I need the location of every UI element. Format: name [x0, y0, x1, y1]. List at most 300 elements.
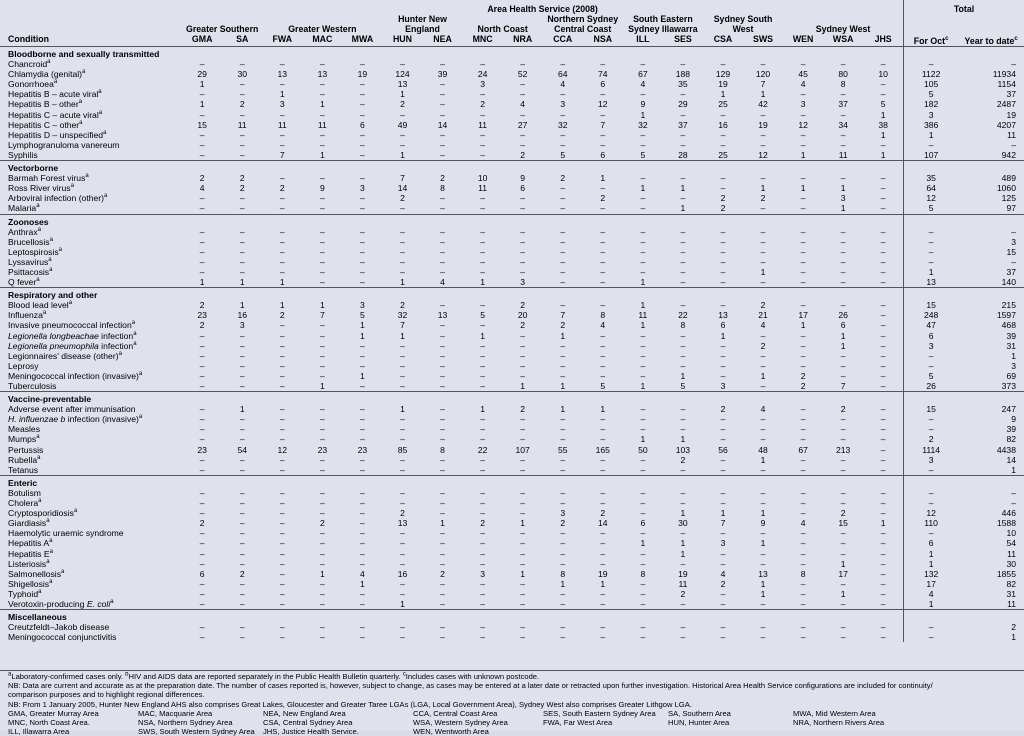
table-cell: 23 [357, 444, 368, 455]
area-header-ill: ILL [623, 34, 663, 47]
table-cell: – [239, 226, 245, 237]
abbreviation-item: NSA, Northern Sydney Area [138, 718, 233, 728]
table-cell: – [319, 129, 325, 140]
table-cell: – [680, 59, 686, 70]
table-cell: 2 [600, 193, 606, 204]
table-cell: – [319, 464, 325, 475]
table-cell: – [480, 256, 485, 267]
condition-name: Rubella$^a$ [8, 454, 41, 465]
condition-name: Mumps$^a$ [8, 434, 40, 445]
table-cell: 3 [239, 320, 245, 331]
table-cell: – [800, 226, 806, 237]
table-cell: – [199, 498, 205, 509]
table-cell: – [560, 226, 566, 237]
condition-name: Chlamydia (genital)$^a$ [8, 69, 86, 80]
table-cell: 6 [520, 183, 526, 194]
table-cell: – [360, 203, 365, 214]
group-total-spacer [904, 392, 1024, 405]
table-cell: – [480, 528, 485, 539]
table-cell: 67 [638, 69, 648, 80]
area-header-mac: MAC [302, 34, 342, 47]
table-cell: 3 [360, 300, 365, 311]
table-cell: – [520, 79, 526, 90]
table-cell: – [279, 109, 285, 120]
table-row [0, 488, 1024, 498]
table-cell: – [720, 424, 726, 435]
table-cell: – [279, 568, 285, 579]
table-cell: – [640, 89, 646, 100]
table-cell: – [680, 277, 686, 288]
table-cell: – [640, 350, 646, 361]
table-cell: – [239, 487, 245, 498]
condition-name: Leptospirosis$^a$ [8, 246, 62, 257]
area-header-wen: WEN [783, 34, 823, 47]
table-cell: – [680, 360, 686, 371]
condition-name: Hepatitis C – other$^a$ [8, 119, 83, 130]
total-oct-cell: 15 [904, 404, 959, 414]
table-cell: 129 [715, 69, 731, 80]
table-cell: – [199, 381, 205, 391]
table-cell: – [880, 246, 886, 257]
table-cell: – [600, 183, 606, 194]
footnote-line-4: NB: From 1 January 2005, Hunter New England AHS also comprises Great Lakes, Gloucester and Greater Taree LGAs (LGA, Local Government Area), Sydney West also comprises Greater Lithgow LGA. [8, 699, 692, 709]
table-cell: – [880, 578, 886, 589]
table-cell: 1 [199, 79, 205, 90]
table-cell: – [480, 632, 485, 643]
table-cell: 1 [199, 277, 205, 288]
area-header-fwa: FWA [262, 34, 302, 47]
table-cell: – [760, 59, 766, 70]
table-cell: 1 [880, 518, 886, 529]
table-cell: 19 [598, 568, 608, 579]
table-cell: 7 [400, 320, 405, 331]
total-oct-cell: 5 [904, 89, 959, 99]
condition-name: Salmonellosis$^a$ [8, 568, 65, 579]
table-cell: – [640, 632, 646, 643]
total-ytd-cell: 15 [1006, 246, 1016, 257]
table-cell: – [440, 266, 445, 277]
table-cell: – [520, 109, 526, 120]
table-cell: 1 [760, 538, 766, 549]
table-cell: 19 [357, 69, 368, 80]
table-cell: – [480, 598, 485, 609]
table-cell: – [520, 330, 526, 341]
table-cell: 1 [680, 538, 686, 549]
table-cell: – [640, 548, 646, 559]
table-cell: – [520, 498, 526, 509]
table-row [0, 465, 1024, 476]
table-cell: – [319, 246, 325, 257]
table-cell: – [800, 350, 806, 361]
table-cell: 29 [197, 69, 207, 80]
table-row [0, 173, 1024, 183]
table-cell: – [680, 109, 686, 120]
table-cell: – [600, 360, 606, 371]
condition-name: Psittacosis$^a$ [8, 266, 53, 277]
table-cell: 103 [675, 444, 691, 455]
table-cell: – [480, 109, 485, 120]
abbreviation-item: JHS, Justice Health Service. [263, 727, 359, 736]
table-cell: – [319, 193, 325, 204]
table-cell: – [760, 548, 766, 559]
table-cell: – [880, 558, 886, 569]
table-row [0, 599, 1024, 610]
table-cell: – [880, 173, 886, 184]
table-cell: – [239, 538, 245, 549]
total-oct-cell: – [904, 528, 959, 538]
table-cell: – [520, 193, 526, 204]
table-cell: – [800, 330, 806, 341]
table-cell: 12 [277, 444, 288, 455]
table-cell: 1 [480, 404, 485, 415]
table-cell: – [360, 414, 365, 425]
table-cell: 13 [437, 310, 448, 321]
table-row [0, 579, 1024, 589]
condition-name: Anthrax$^a$ [8, 226, 41, 237]
table-cell: – [480, 320, 485, 331]
table-cell: 1 [800, 183, 806, 194]
table-cell: – [239, 149, 245, 160]
total-ytd-cell: 489 [1001, 173, 1016, 184]
table-cell: – [440, 236, 445, 247]
group-row [0, 392, 1024, 405]
table-cell: – [239, 340, 245, 351]
condition-name: Botulism [8, 487, 41, 498]
table-cell: 4 [360, 568, 365, 579]
table-cell: – [600, 528, 606, 539]
table-cell: – [199, 256, 205, 267]
condition-name: Barmah Forest virus$^a$ [8, 173, 89, 184]
table-cell: – [199, 193, 205, 204]
table-cell: – [279, 548, 285, 559]
table-cell: 2 [720, 203, 726, 214]
table-cell: – [279, 622, 285, 633]
table-cell: – [600, 414, 606, 425]
table-row [0, 140, 1024, 150]
table-cell: – [279, 588, 285, 599]
table-cell: – [840, 360, 846, 371]
table-cell: 2 [760, 300, 766, 311]
table-cell: – [239, 424, 245, 435]
table-cell: – [400, 622, 405, 633]
table-cell: – [239, 528, 245, 539]
table-cell: – [199, 404, 205, 415]
table-cell: – [400, 129, 405, 140]
table-cell: 1 [319, 99, 325, 110]
table-cell: – [800, 236, 806, 247]
table-cell: 15 [838, 518, 848, 529]
total-ytd-cell: 14 [1006, 454, 1016, 465]
table-cell: – [239, 236, 245, 247]
table-cell: – [880, 266, 886, 277]
area-header-nea: NEA [423, 34, 463, 47]
table-cell: – [440, 632, 445, 643]
table-cell: – [279, 59, 285, 70]
table-cell: – [800, 266, 806, 277]
total-oct-cell: 4 [904, 589, 959, 599]
table-cell: – [640, 598, 646, 609]
area-header-nsa: NSA [583, 34, 623, 47]
table-cell: 1 [720, 508, 726, 519]
footnote-line-1: $^a$Laboratory-confirmed cases only. $^b$HIV and AIDS data are reported separately in the Public Health Bulletin quarterly. $^c$Includes cases with unknown postcode. [8, 672, 540, 681]
table-cell: 11 [317, 119, 327, 130]
table-cell: – [800, 622, 806, 633]
total-ytd-cell: 125 [1001, 193, 1016, 204]
table-cell: 7 [760, 79, 766, 90]
table-row [0, 381, 1024, 392]
table-row [0, 424, 1024, 434]
table-cell: – [760, 434, 766, 445]
table-cell: – [440, 330, 445, 341]
table-cell: – [640, 622, 646, 633]
table-cell: – [600, 59, 606, 70]
total-oct-cell: 3 [904, 341, 959, 351]
table-cell: – [720, 464, 726, 475]
table-cell: – [680, 632, 686, 643]
condition-header: Condition [0, 34, 182, 47]
table-cell: – [520, 538, 526, 549]
table-cell: – [600, 434, 606, 445]
total-oct-cell: 1 [904, 559, 959, 569]
total-oct-cell: – [904, 498, 959, 508]
abbreviation-item: SWS, South Western Sydney Area [138, 727, 255, 736]
total-ytd-cell: 37 [1006, 266, 1016, 277]
table-cell: – [640, 266, 646, 277]
table-cell: – [400, 109, 405, 120]
area-header-jhs: JHS [863, 34, 903, 47]
table-row [0, 351, 1024, 361]
total-oct-cell: 1 [904, 267, 959, 277]
table-cell: – [840, 528, 846, 539]
table-cell: – [880, 360, 886, 371]
table-cell: 1 [760, 370, 766, 381]
table-cell: – [480, 454, 485, 465]
area-header-ses: SES [663, 34, 703, 47]
table-row [0, 559, 1024, 569]
table-cell: – [560, 340, 566, 351]
total-ytd-cell: 11 [1007, 548, 1016, 559]
table-cell: 4 [199, 183, 205, 194]
table-row [0, 445, 1024, 455]
table-cell: 1 [680, 508, 686, 519]
table-cell: – [760, 528, 766, 539]
table-cell: – [880, 89, 886, 100]
condition-name: Q fever$^a$ [8, 277, 40, 288]
table-cell: – [319, 424, 325, 435]
table-cell: – [440, 528, 445, 539]
table-cell: 11 [838, 149, 848, 160]
table-cell: – [360, 193, 365, 204]
condition-name: Adverse event after immunisation [8, 404, 136, 415]
table-cell: – [560, 300, 566, 311]
table-cell: – [760, 424, 766, 435]
total-oct-cell: 107 [904, 150, 959, 161]
table-row [0, 79, 1024, 89]
condition-name: Cholera$^a$ [8, 498, 42, 509]
table-cell: – [199, 588, 205, 599]
table-cell: – [600, 498, 606, 509]
table-cell: – [480, 139, 485, 150]
table-cell: – [640, 236, 646, 247]
table-cell: – [319, 277, 325, 288]
total-oct-cell: 26 [904, 381, 959, 392]
table-cell: – [319, 498, 325, 509]
condition-name: Meningococcal conjunctivitis [8, 632, 117, 643]
table-cell: – [360, 173, 365, 184]
table-cell: – [199, 89, 205, 100]
table-cell: 3 [480, 568, 485, 579]
table-cell: – [880, 568, 886, 579]
table-cell: 2 [199, 518, 205, 529]
table-cell: 13 [317, 69, 328, 80]
table-cell: – [319, 588, 325, 599]
table-cell: – [720, 498, 726, 509]
table-cell: 10 [878, 69, 888, 80]
table-cell: – [640, 464, 646, 475]
table-cell: – [360, 404, 365, 415]
table-cell: – [840, 578, 846, 589]
table-cell: – [560, 266, 566, 277]
table-cell: – [800, 528, 806, 539]
condition-name: Meningococcal infection (invasive)$^a$ [8, 370, 143, 381]
table-cell: – [760, 256, 766, 267]
abbreviation-item: FWA, Far West Area [543, 718, 613, 728]
table-cell: 1 [480, 277, 485, 288]
table-cell: – [800, 109, 806, 120]
table-cell: – [360, 340, 365, 351]
total-oct-cell: 6 [904, 538, 959, 548]
table-cell: – [239, 89, 245, 100]
table-cell: – [800, 578, 806, 589]
table-cell: – [520, 578, 526, 589]
table-cell: 1 [880, 129, 886, 140]
table-cell: – [880, 330, 886, 341]
table-cell: – [800, 404, 806, 415]
table-cell: – [600, 538, 606, 549]
condition-name: Lyssavirus$^a$ [8, 256, 52, 267]
table-cell: – [279, 203, 285, 214]
table-cell: 8 [680, 320, 686, 331]
table-cell: 1 [640, 381, 646, 391]
total-ytd-cell: 1 [1011, 632, 1016, 643]
table-cell: – [720, 226, 726, 237]
table-cell: – [560, 498, 566, 509]
abbreviation-item: WSA, Western Sydney Area [413, 718, 508, 728]
table-cell: – [319, 454, 325, 465]
table-cell: – [600, 424, 606, 435]
table-cell: – [440, 139, 445, 150]
table-cell: 1 [760, 266, 766, 277]
table-cell: – [279, 256, 285, 267]
table-cell: 35 [678, 79, 688, 90]
total-ytd-cell: – [1011, 139, 1016, 150]
table-row [0, 434, 1024, 444]
area-header-csa: CSA [703, 34, 743, 47]
table-cell: – [640, 193, 646, 204]
table-cell: – [880, 300, 886, 311]
table-cell: – [360, 99, 365, 110]
table-cell: – [319, 79, 325, 90]
table-cell: – [520, 266, 526, 277]
table-cell: – [600, 109, 606, 120]
table-cell: – [600, 588, 606, 599]
table-cell: – [680, 256, 686, 267]
footnote-line-2: NB: Data are current and accurate as at the preparation date. The number of cases reported is, however, subject to change, as cases may be entered at a later date or retracted upon further investigation. Historical Area Health Service configurations are included for continuity/ [8, 681, 933, 691]
table-cell: – [720, 622, 726, 633]
table-cell: – [279, 79, 285, 90]
table-cell: – [440, 622, 445, 633]
table-cell: – [279, 558, 285, 569]
table-cell: – [520, 424, 526, 435]
table-cell: – [319, 350, 325, 361]
total-oct-cell: 15 [904, 300, 959, 310]
condition-name: Hepatitis D – unspecified$^a$ [8, 129, 107, 140]
table-cell: 25 [718, 99, 728, 110]
table-cell: – [480, 498, 485, 509]
table-cell: – [600, 226, 606, 237]
table-cell: – [440, 548, 445, 559]
table-cell: – [680, 246, 686, 257]
table-cell: 55 [557, 444, 568, 455]
table-cell: – [600, 139, 606, 150]
table-cell: 1 [279, 277, 285, 288]
table-cell: – [440, 99, 445, 110]
table-cell: 1 [400, 330, 405, 341]
table-cell: – [760, 414, 766, 425]
condition-name: Cryptosporidiosis$^a$ [8, 508, 78, 519]
table-cell: – [520, 454, 526, 465]
region-header: North Coast [477, 24, 528, 34]
table-cell: 1 [640, 109, 646, 120]
table-cell: – [560, 454, 566, 465]
table-cell: 8 [440, 183, 445, 194]
table-cell: – [239, 360, 245, 371]
table-cell: – [840, 370, 846, 381]
total-oct-cell: – [904, 237, 959, 247]
table-cell: 1 [319, 381, 325, 391]
table-cell: – [360, 588, 365, 599]
table-cell: – [640, 59, 646, 70]
table-cell: 1 [360, 320, 365, 331]
table-cell: – [880, 598, 886, 609]
table-cell: – [480, 246, 485, 257]
table-cell: – [840, 139, 846, 150]
table-cell: – [279, 381, 285, 391]
table-cell: – [360, 464, 365, 475]
table-cell: 1 [640, 320, 646, 331]
table-cell: – [640, 404, 646, 415]
table-cell: – [600, 277, 606, 288]
table-cell: – [800, 538, 806, 549]
table-cell: 1 [800, 320, 806, 331]
table-cell: – [480, 558, 485, 569]
condition-name: Gonorrhoea$^a$ [8, 79, 58, 90]
table-cell: – [720, 183, 726, 194]
table-cell: – [440, 538, 445, 549]
table-cell: – [760, 360, 766, 371]
table-cell: – [279, 538, 285, 549]
abbreviation-item: MWA, Mid Western Area [793, 708, 876, 718]
abbreviation-item: SES, South Eastern Sydney Area [543, 708, 656, 718]
table-cell: – [319, 598, 325, 609]
table-cell: 23 [197, 444, 207, 455]
table-cell: 4 [720, 568, 726, 579]
table-cell: – [480, 149, 485, 160]
table-cell: 6 [360, 119, 365, 130]
table-cell: – [400, 226, 405, 237]
table-cell: – [239, 414, 245, 425]
total-ytd-cell: 1 [1011, 464, 1016, 475]
